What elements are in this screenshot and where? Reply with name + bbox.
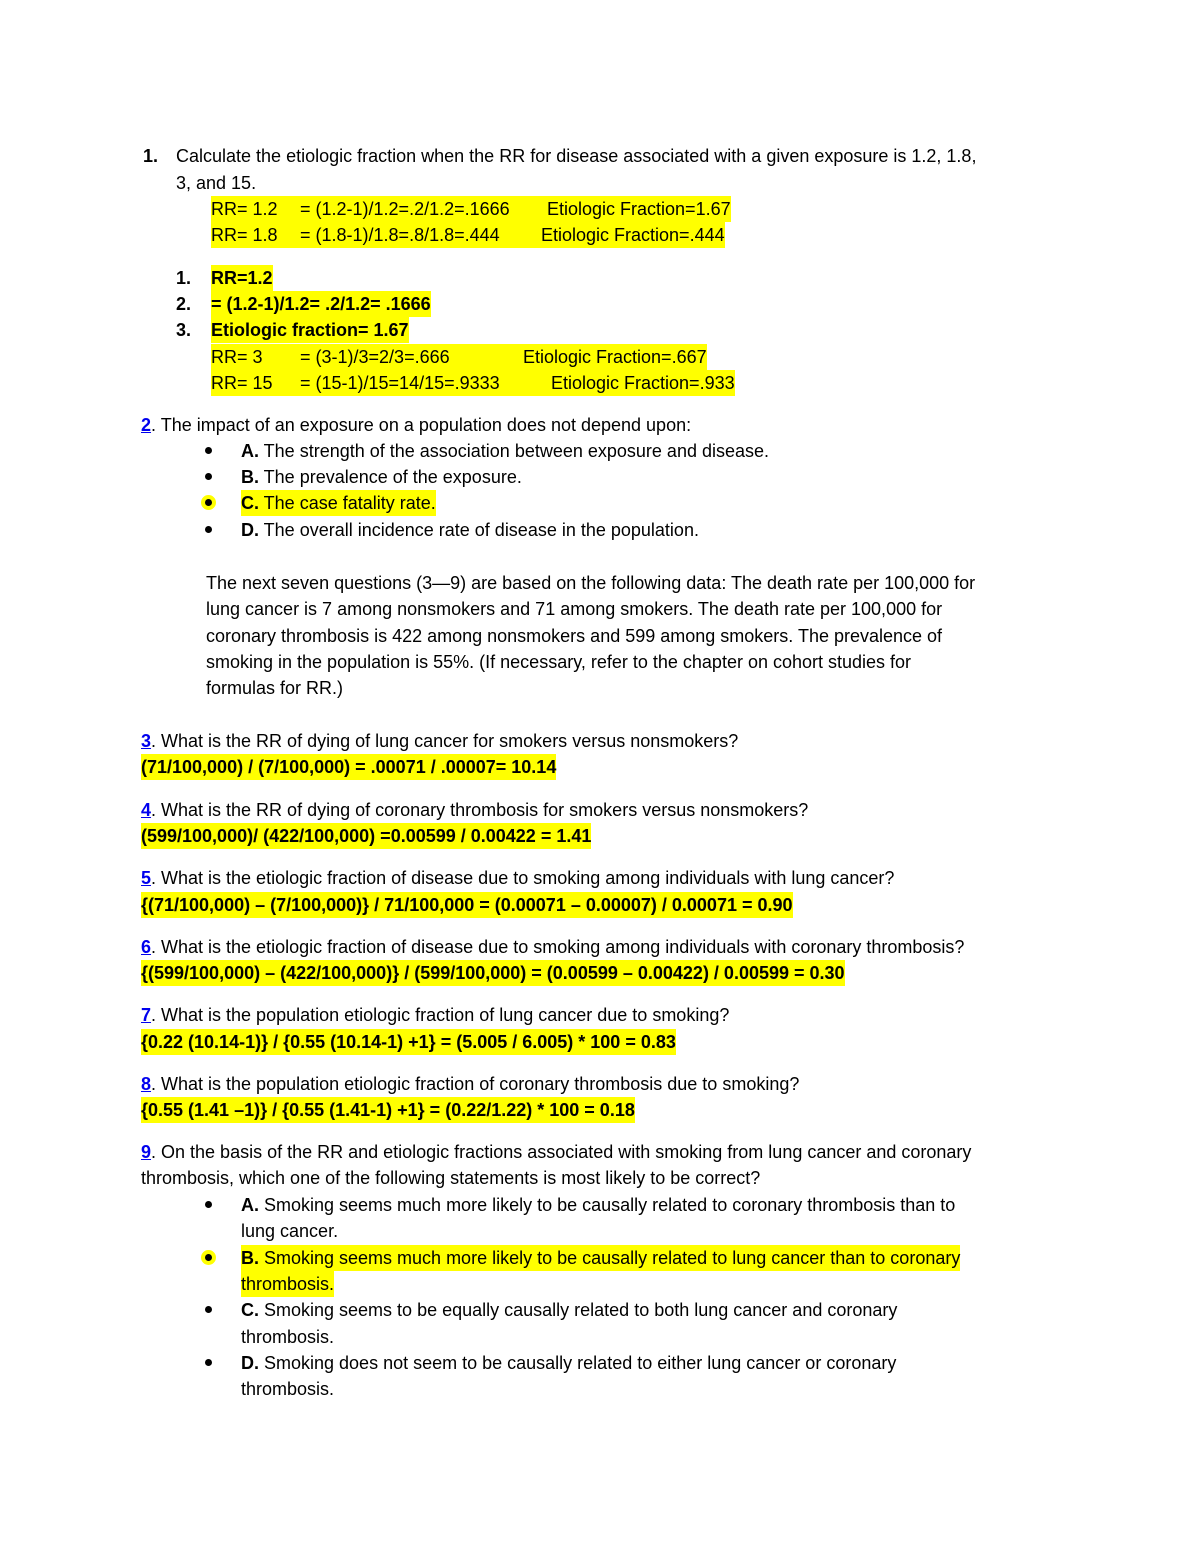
q1-row-rr12 — [211, 196, 731, 222]
q3-answer: (71/100,000) / (7/100,000) = .00071 / .00007= 10.14 — [141, 754, 556, 780]
q2-option-a — [241, 438, 769, 464]
q9-option-d-line2: thrombosis. — [241, 1379, 335, 1399]
bullet-icon — [205, 1254, 212, 1261]
q1-step-text: Etiologic fraction= 1.67 — [211, 317, 409, 343]
q4-text: . What is the RR of dying of coronary thrombosis for smokers versus nonsmokers? — [151, 800, 809, 820]
q1-text-line1: Calculate the etiologic fraction when the RR for disease associated with a given exposure is 1.2, 1.8, — [176, 146, 977, 166]
option-letter: C. — [241, 493, 259, 513]
option-text: Smoking seems much more likely to be causally related to lung cancer than to coronary — [259, 1248, 961, 1268]
q9-option-b-line1 — [241, 1245, 960, 1271]
option-text: Smoking seems much more likely to be causally related to coronary thrombosis than to — [259, 1195, 956, 1215]
intro-line: lung cancer is 7 among nonsmokers and 71 among smokers. The death rate per 100,000 for — [206, 599, 943, 619]
q6-prompt — [141, 934, 964, 960]
q5-answer: {(71/100,000) – (7/100,000)} / 71/100,000 = (0.00071 – 0.00007) / 0.00071 = 0.90 — [141, 892, 793, 918]
bullet-icon — [205, 1201, 212, 1208]
q3-number-link[interactable]: 3 — [141, 731, 152, 751]
q1-step-number: 3. — [176, 320, 192, 340]
q2-prompt — [141, 412, 691, 438]
q4-number-link[interactable]: 4 — [141, 800, 152, 820]
q7-text: . What is the population etiologic fraction of lung cancer due to smoking? — [151, 1005, 730, 1025]
bullet-icon — [205, 473, 212, 480]
q2-option-c — [241, 490, 436, 516]
intro-line: coronary thrombosis is 422 among nonsmokers and 599 among smokers. The prevalence of — [206, 626, 943, 646]
q9-number-link[interactable]: 9 — [141, 1142, 152, 1162]
intro-line: formulas for RR.) — [206, 678, 344, 698]
ef-value: Etiologic Fraction=1.67 — [547, 199, 731, 219]
intro-line: The next seven questions (3—9) are based on the following data: The death rate per 100,000 for — [206, 573, 976, 593]
option-letter: B. — [241, 467, 259, 487]
q8-answer: {0.55 (1.41 –1)} / {0.55 (1.41-1) +1} = (0.22/1.22) * 100 = 0.18 — [141, 1097, 635, 1123]
q1-text-line2: 3, and 15. — [176, 173, 257, 193]
q9-option-d-line1 — [241, 1350, 896, 1376]
option-text: The prevalence of the exposure. — [259, 467, 522, 487]
q7-prompt — [141, 1002, 729, 1028]
option-text: The strength of the association between exposure and disease. — [259, 441, 770, 461]
q9-option-a-line2: lung cancer. — [241, 1221, 339, 1241]
rr-value: RR= 1.8 — [211, 225, 278, 245]
q1-row-rr15 — [211, 370, 735, 396]
option-text: Smoking seems to be equally causally related to both lung cancer and coronary — [259, 1300, 898, 1320]
q2-option-d — [241, 517, 699, 543]
q9-option-c-line1 — [241, 1297, 897, 1323]
option-letter: C. — [241, 1300, 259, 1320]
q9-option-b-line2: thrombosis. — [241, 1271, 334, 1297]
rr-calc: = (1.2-1)/1.2=.2/1.2=.1666 — [300, 199, 510, 219]
q7-number-link[interactable]: 7 — [141, 1005, 152, 1025]
q5-prompt — [141, 865, 894, 891]
intro-line: smoking in the population is 55%. (If necessary, refer to the chapter on cohort studies for — [206, 652, 912, 672]
q1-number: 1. — [143, 146, 159, 166]
rr-value: RR= 3 — [211, 347, 263, 367]
q1-step-text: = (1.2-1)/1.2= .2/1.2= .1666 — [211, 291, 431, 317]
q4-answer: (599/100,000)/ (422/100,000) =0.00599 / 0.00422 = 1.41 — [141, 823, 591, 849]
q9-option-a-line1 — [241, 1192, 955, 1218]
q6-answer: {(599/100,000) – (422/100,000)} / (599/100,000) = (0.00599 – 0.00422) / 0.00599 = 0.30 — [141, 960, 845, 986]
option-letter: D. — [241, 520, 259, 540]
ef-value: Etiologic Fraction=.933 — [551, 373, 735, 393]
q6-number-link[interactable]: 6 — [141, 937, 152, 957]
bullet-icon — [205, 1306, 212, 1313]
rr-value: RR= 1.2 — [211, 199, 278, 219]
q3-text: . What is the RR of dying of lung cancer for smokers versus nonsmokers? — [151, 731, 739, 751]
q8-prompt — [141, 1071, 799, 1097]
rr-calc: = (15-1)/15=14/15=.9333 — [300, 373, 500, 393]
q2-option-b — [241, 464, 522, 490]
q1-row-rr3 — [211, 344, 707, 370]
rr-calc: = (3-1)/3=2/3=.666 — [300, 347, 450, 367]
rr-calc: = (1.8-1)/1.8=.8/1.8=.444 — [300, 225, 500, 245]
q4-prompt — [141, 797, 808, 823]
option-text: The overall incidence rate of disease in the population. — [259, 520, 699, 540]
bullet-icon — [205, 526, 212, 533]
q3-prompt — [141, 728, 738, 754]
q9-prompt-line2: thrombosis, which one of the following statements is most likely to be correct? — [141, 1168, 761, 1188]
q9-prompt-line1 — [141, 1139, 971, 1165]
bullet-icon — [205, 447, 212, 454]
q8-number-link[interactable]: 8 — [141, 1074, 152, 1094]
q1-step-text: RR=1.2 — [211, 265, 273, 291]
option-letter: A. — [241, 441, 259, 461]
q5-text: . What is the etiologic fraction of disease due to smoking among individuals with lung cancer? — [151, 868, 895, 888]
q8-text: . What is the population etiologic fraction of coronary thrombosis due to smoking? — [151, 1074, 800, 1094]
q7-answer: {0.22 (10.14-1)} / {0.55 (10.14-1) +1} = (5.005 / 6.005) * 100 = 0.83 — [141, 1029, 676, 1055]
bullet-icon — [205, 499, 212, 506]
rr-value: RR= 15 — [211, 373, 273, 393]
q9-option-c-line2: thrombosis. — [241, 1327, 335, 1347]
bullet-icon — [205, 1359, 212, 1366]
q1-step-number: 1. — [176, 268, 192, 288]
q2-text: . The impact of an exposure on a population does not depend upon: — [151, 415, 692, 435]
q1-step-number: 2. — [176, 294, 192, 314]
ef-value: Etiologic Fraction=.444 — [541, 225, 725, 245]
option-text: The case fatality rate. — [259, 493, 436, 513]
q5-number-link[interactable]: 5 — [141, 868, 152, 888]
q9-text: . On the basis of the RR and etiologic fractions associated with smoking from lung cancer and coronary — [151, 1142, 972, 1162]
option-text: Smoking does not seem to be causally related to either lung cancer or coronary — [259, 1353, 897, 1373]
option-letter: A. — [241, 1195, 259, 1215]
q2-number-link[interactable]: 2 — [141, 415, 152, 435]
ef-value: Etiologic Fraction=.667 — [523, 347, 707, 367]
option-letter: D. — [241, 1353, 259, 1373]
q6-text: . What is the etiologic fraction of disease due to smoking among individuals with coronary thrombosis? — [151, 937, 965, 957]
option-letter: B. — [241, 1248, 259, 1268]
q1-row-rr18 — [211, 222, 725, 248]
